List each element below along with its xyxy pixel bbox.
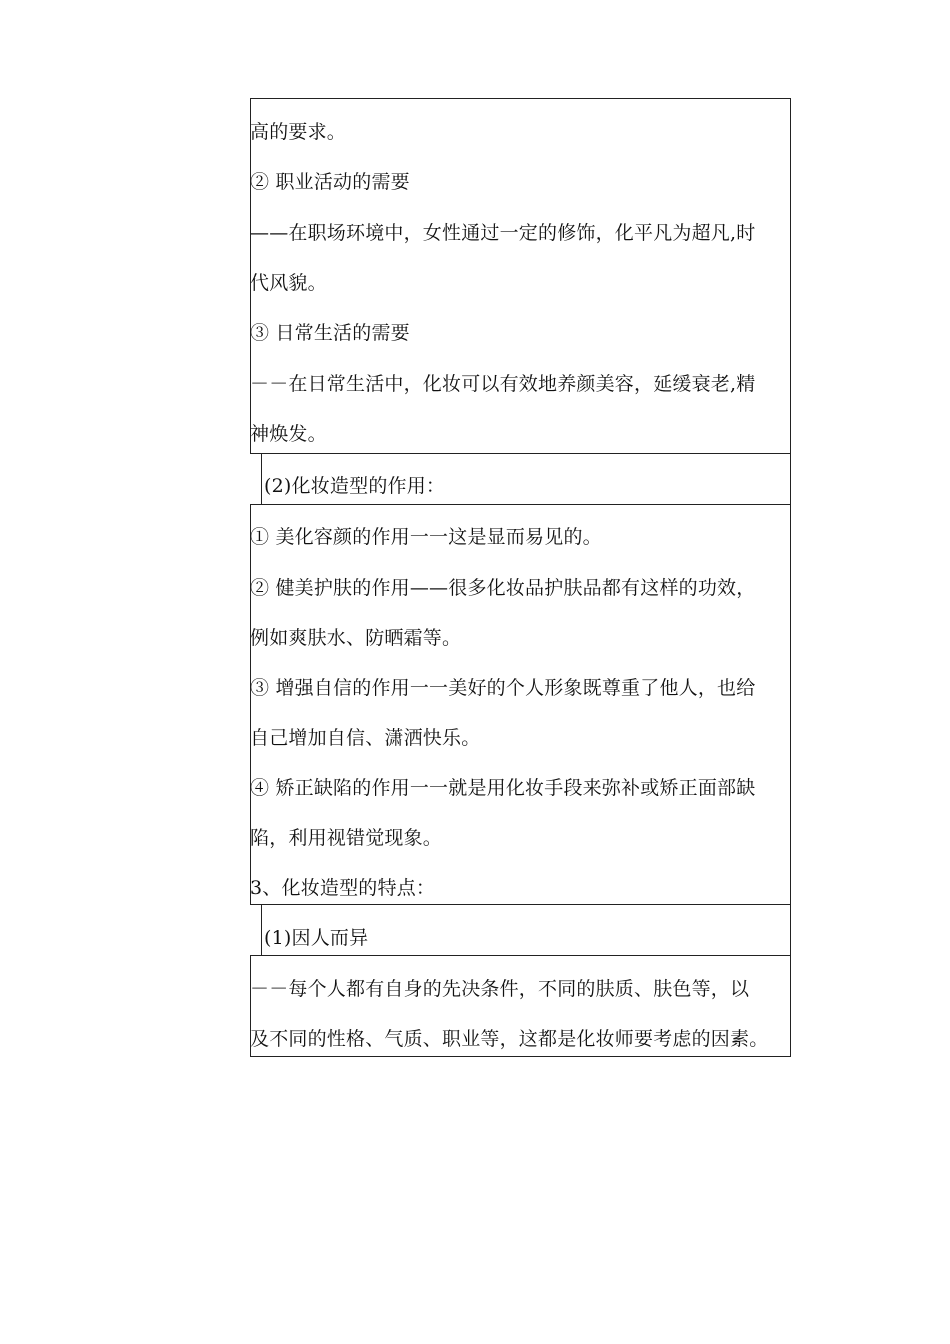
paragraph-line: 及不同的性格、气质、职业等，这都是化妆师要考虑的因素。	[250, 1028, 769, 1050]
paragraph-line: ② 健美护肤的作用——很多化妆品护肤品都有这样的功效，	[250, 577, 756, 599]
paragraph-line: 例如爽肤水、防晒霜等。	[250, 627, 462, 649]
paragraph-line: －－每个人都有自身的先决条件，不同的肤质、肤色等，以	[250, 978, 750, 1000]
paragraph-line: －－在日常生活中，化妆可以有效地养颜美容，延缓衰老,精	[250, 373, 756, 395]
text-block-frame-1	[250, 98, 791, 454]
section-heading: (1)因人而异	[264, 927, 369, 949]
paragraph-line: ② 职业活动的需要	[250, 171, 410, 193]
paragraph-line: 陷，利用视错觉现象。	[250, 827, 443, 849]
paragraph-line: ——在职场环境中，女性通过一定的修饰，化平凡为超凡,时	[250, 222, 756, 244]
paragraph-line: 自己增加自信、潇洒快乐。	[250, 727, 481, 749]
paragraph-line: 3、化妆造型的特点：	[250, 877, 436, 899]
paragraph-line: 高的要求。	[250, 121, 347, 143]
paragraph-line: ① 美化容颜的作用一一这是显而易见的。	[250, 526, 602, 548]
paragraph-line: ④ 矫正缺陷的作用一一就是用化妆手段来弥补或矫正面部缺	[250, 777, 756, 799]
paragraph-line: 神焕发。	[250, 423, 327, 445]
paragraph-line: 代风貌。	[250, 272, 327, 294]
paragraph-line: ③ 增强自信的作用一一美好的个人形象既尊重了他人，也给	[250, 677, 756, 699]
section-heading: (2)化妆造型的作用：	[264, 475, 446, 497]
paragraph-line: ③ 日常生活的需要	[250, 322, 410, 344]
